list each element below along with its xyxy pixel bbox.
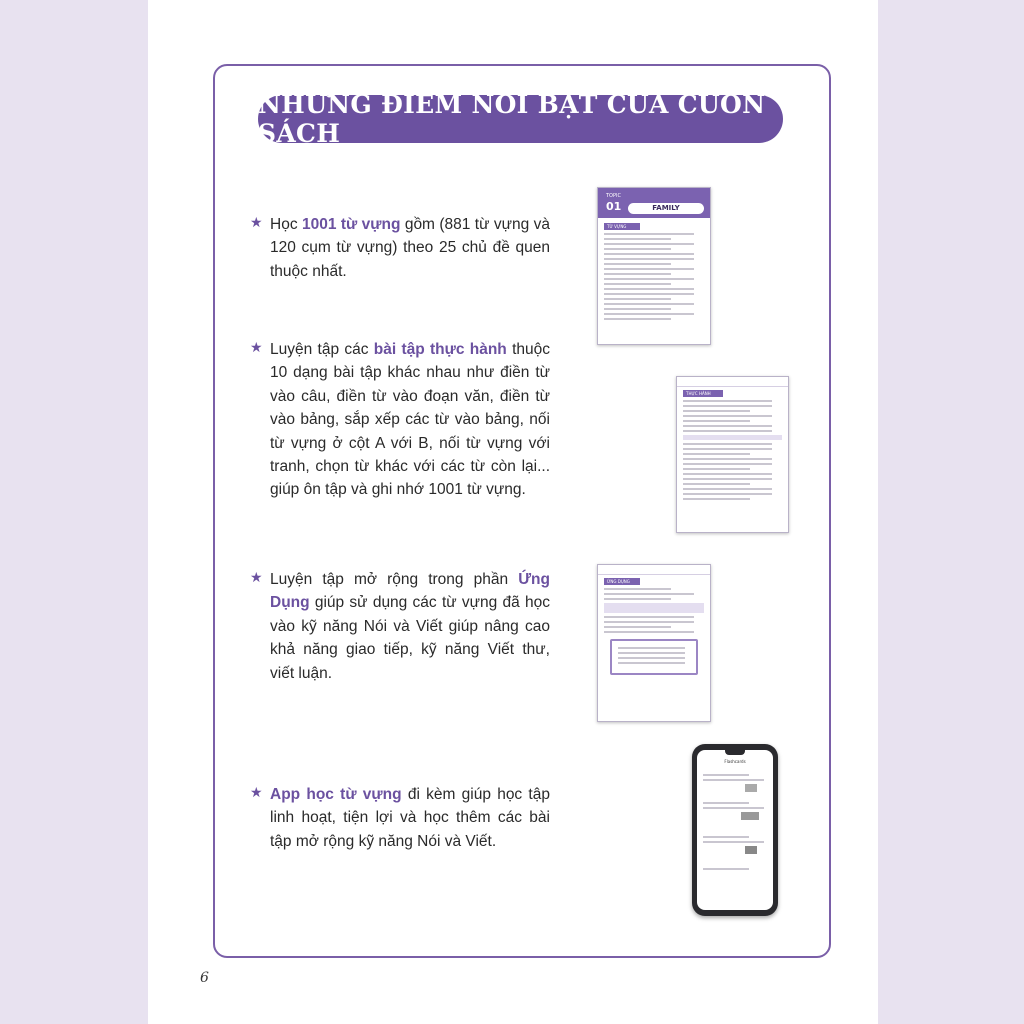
highlight-text: Ứng Dụng xyxy=(270,571,550,612)
page-number: 6 xyxy=(200,970,209,986)
thumbnail-practice-page xyxy=(676,376,789,533)
right-background xyxy=(878,0,1024,1024)
thumbnail-vocabulary-page xyxy=(597,187,711,345)
writing-box xyxy=(610,639,698,675)
feature-text xyxy=(270,213,550,283)
feature-text xyxy=(270,338,550,502)
app-screen xyxy=(697,750,773,910)
text-after: giúp sử dụng các từ vựng đã học vào kỹ năng Nói và Viết giúp nâng cao khả năng giao tiếp, kỹ năng Viết thư, viết luận. xyxy=(270,594,550,682)
topic-title: FAMILY xyxy=(628,203,704,214)
text-after: đi kèm giúp học tập linh hoạt, tiện lợi và học thêm các bài tập mở rộng kỹ năng Nói và Viết. xyxy=(270,786,550,850)
thumbnail-application-page xyxy=(597,564,711,722)
feature-text xyxy=(270,568,550,685)
topic-label: TOPIC xyxy=(606,193,621,199)
text-before: Luyện tập mở rộng trong phần xyxy=(270,571,519,588)
section-label: ỨNG DỤNG xyxy=(604,578,640,585)
star-icon: ★ xyxy=(250,785,263,801)
star-icon: ★ xyxy=(250,340,263,356)
feature-item-practice xyxy=(250,338,550,502)
phone-mockup xyxy=(692,744,778,916)
left-background xyxy=(0,0,148,1024)
text-before: Học xyxy=(270,216,302,233)
text-before: Luyện tập các xyxy=(270,341,374,358)
feature-text xyxy=(270,783,550,853)
highlight-text: App học từ vựng xyxy=(270,786,402,803)
topic-number: 01 xyxy=(606,200,622,213)
highlight-text: 1001 từ vựng xyxy=(301,216,401,233)
section-label: THỰC HÀNH xyxy=(683,390,723,397)
feature-item-app xyxy=(250,783,550,853)
highlight-text: bài tập thực hành xyxy=(373,341,507,358)
text-after: gồm (881 từ vựng và 120 cụm từ vựng) theo 25 chủ đề quen thuộc nhất. xyxy=(270,216,550,280)
star-icon: ★ xyxy=(250,215,263,231)
page-title: NHỮNG ĐIỂM NỔI BẬT CỦA CUỐN SÁCH xyxy=(258,95,783,143)
section-label: TỪ VỰNG xyxy=(604,223,640,230)
feature-item-application xyxy=(250,568,550,685)
text-after: thuộc 10 dạng bài tập khác nhau như điền từ vào câu, điền từ vào đoạn văn, điền từ vào bảng, sắp xếp các từ vào bảng, nối từ vựng ở cột A với B, nối từ vựng với tranh, chọn từ khác với các từ còn lại... giúp ôn tập và ghi nhớ 1001 từ vựng. xyxy=(270,341,550,499)
app-title: Flashcards xyxy=(724,759,746,764)
star-icon: ★ xyxy=(250,570,263,586)
feature-item-vocabulary xyxy=(250,213,550,283)
thumbnail-header xyxy=(598,188,710,218)
